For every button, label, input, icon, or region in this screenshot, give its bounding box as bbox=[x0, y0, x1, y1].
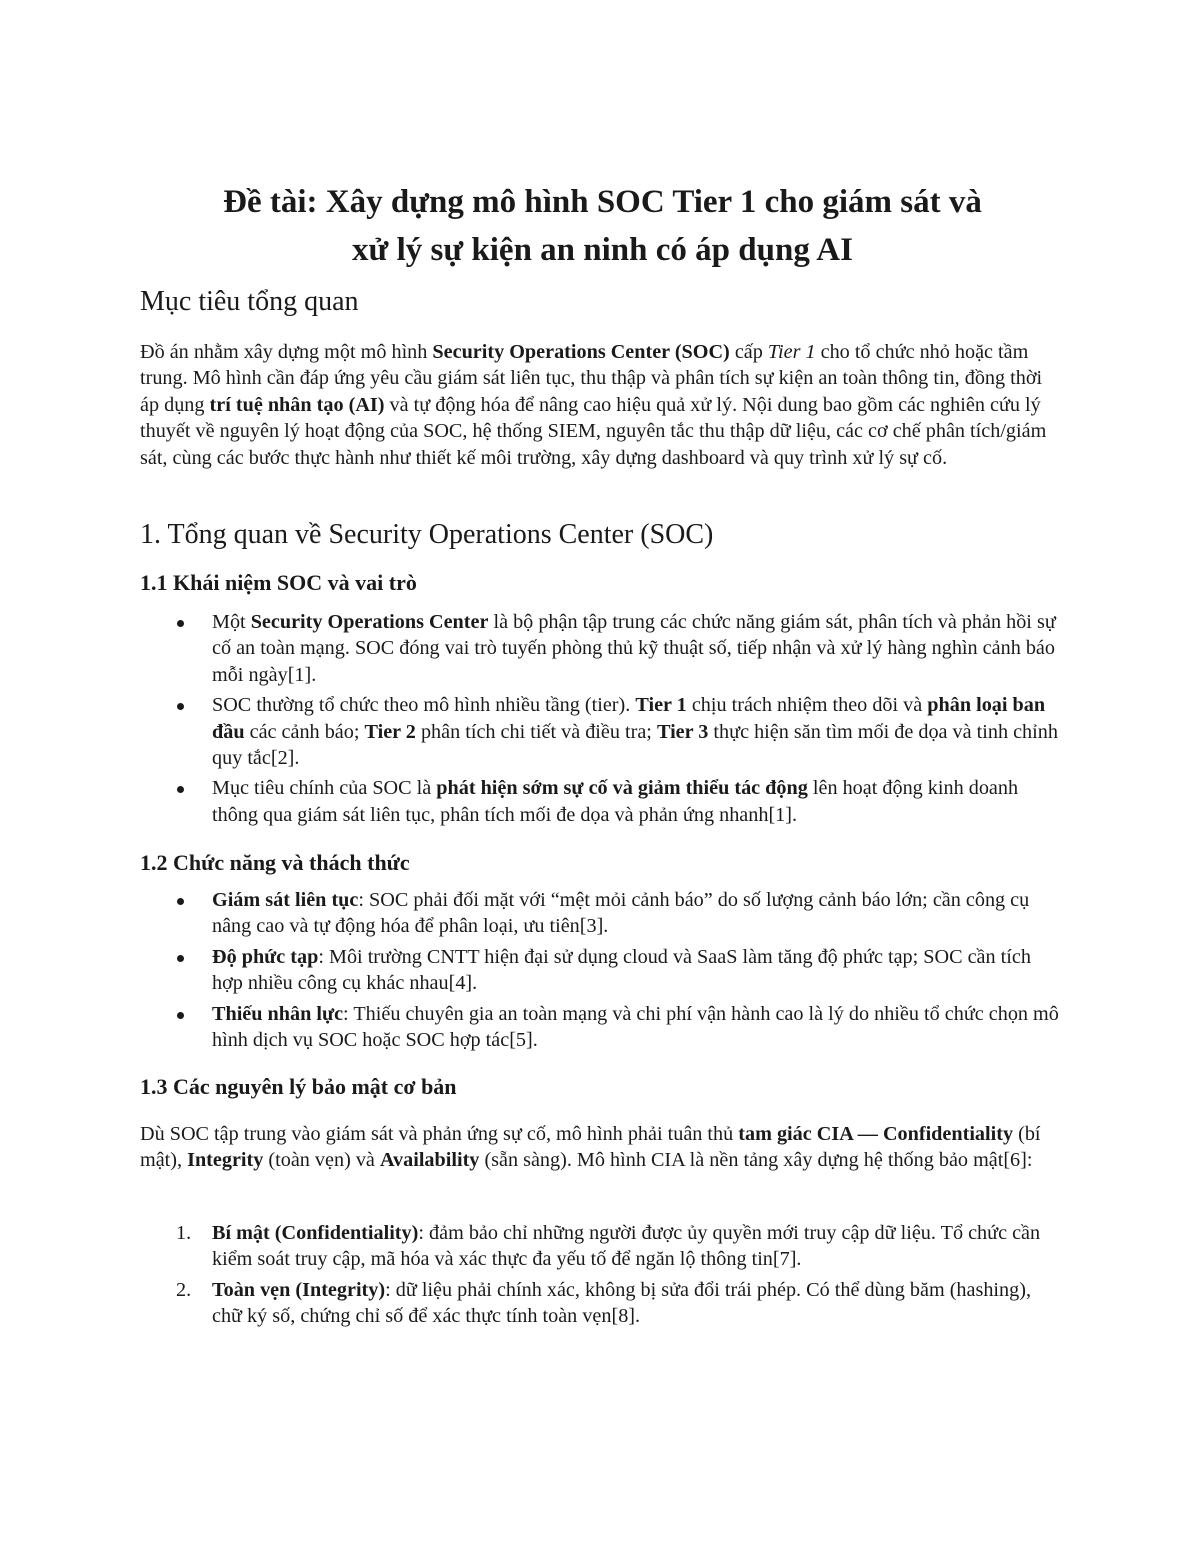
bullet-icon bbox=[177, 620, 184, 627]
item-text: SOC thường tổ chức theo mô hình nhiều tầng (tier). bbox=[212, 694, 636, 717]
list-item bbox=[140, 1001, 1065, 1054]
item-bold: Tier 1 bbox=[635, 694, 687, 717]
section-1-2-heading: 1.2 Chức năng và thách thức bbox=[140, 850, 410, 875]
section-1-2-list bbox=[140, 887, 1065, 1057]
list-item bbox=[140, 944, 1065, 997]
section-1-heading: 1. Tổng quan về Security Operations Center (SOC) bbox=[140, 519, 714, 550]
item-bold: Bí mật (Confidentiality) bbox=[212, 1222, 419, 1244]
overview-text-1: Đồ án nhằm xây dựng một mô hình bbox=[140, 341, 433, 363]
section-1-3-numbered-list bbox=[140, 1220, 1065, 1334]
list-item bbox=[140, 609, 1065, 688]
list-item bbox=[140, 775, 1065, 828]
item-text: là bộ phận tập trung các chức năng giám sát, phân tích và phản hồi sự cố an toàn mạng. SOC đóng vai trò tuyến phòng thủ kỹ thuật số, tiếp nhận và xử lý hàng nghìn cảnh báo mỗi ngày[1]. bbox=[212, 611, 1056, 686]
bullet-icon bbox=[177, 703, 184, 710]
overview-text-2: cấp bbox=[729, 341, 768, 363]
overview-text-4: và tự động hóa để nâng cao hiệu quả xử lý. Nội dung bao gồm các nghiên cứu lý thuyết về nguyên lý hoạt động của SOC, hệ thống SIEM, nguyên tắc thu thập dữ liệu, các cơ chế phân tích/giám sát, cùng các bước thực hành như thiết kế môi trường, xây dựng dashboard và quy trình xử lý sự cố. bbox=[140, 393, 1047, 469]
item-text: : SOC phải đối mặt với “mệt mỏi cảnh báo” do số lượng cảnh báo lớn; cần công cụ nâng cao và tự động hóa để phân loại, ưu tiên[3]. bbox=[212, 889, 1030, 938]
item-bold: Toàn vẹn (Integrity) bbox=[212, 1278, 386, 1301]
cia-bold-availability: Availability bbox=[379, 1149, 480, 1172]
item-text: lên hoạt động kinh doanh thông qua giám sát liên tục, phân tích mối đe dọa và phản ứng nhanh[1]. bbox=[212, 777, 1019, 826]
section-1-3-heading: 1.3 Các nguyên lý bảo mật cơ bản bbox=[140, 1074, 457, 1099]
overview-paragraph bbox=[140, 339, 1065, 471]
item-text: chịu trách nhiệm theo dõi và bbox=[686, 694, 928, 717]
item-text: : Môi trường CNTT hiện đại sử dụng cloud và SaaS làm tăng độ phức tạp; SOC cần tích hợp nhiều công cụ khác nhau[4]. bbox=[212, 945, 1031, 995]
bullet-icon bbox=[177, 1012, 184, 1019]
item-text: Một bbox=[212, 611, 251, 633]
item-bold: Thiếu nhân lực bbox=[212, 1002, 344, 1025]
list-item bbox=[140, 887, 1065, 940]
bullet-icon bbox=[177, 786, 184, 793]
cia-text-4: (sẵn sàng). Mô hình CIA là nền tảng xây dựng hệ thống bảo mật[6]: bbox=[479, 1149, 1033, 1172]
overview-heading: Mục tiêu tổng quan bbox=[140, 286, 359, 317]
title-line-2: xử lý sự kiện an ninh có áp dụng AI bbox=[352, 232, 853, 268]
overview-text-3: cho tổ chức nhỏ hoặc tầm trung. Mô hình cần đáp ứng yêu cầu giám sát liên tục, thu thập và phân tích sự kiện an toàn thông tin, đồng thời áp dụng bbox=[140, 341, 1043, 416]
bullet-icon bbox=[177, 955, 184, 962]
item-text: thực hiện săn tìm mối đe dọa và tinh chỉnh quy tắc[2]. bbox=[212, 720, 1058, 770]
item-bold: Độ phức tạp bbox=[212, 945, 319, 968]
cia-text-3: (toàn vẹn) và bbox=[263, 1149, 380, 1172]
section-1-1-list bbox=[140, 609, 1065, 832]
title-line-1: Đề tài: Xây dựng mô hình SOC Tier 1 cho giám sát và bbox=[223, 184, 982, 220]
section-1-1-heading: 1.1 Khái niệm SOC và vai trò bbox=[140, 570, 417, 595]
item-bold: Giám sát liên tục bbox=[212, 889, 359, 911]
item-bold: Tier 3 bbox=[656, 720, 709, 743]
item-text: Mục tiêu chính của SOC là bbox=[212, 777, 437, 800]
item-text: : Thiếu chuyên gia an toàn mạng và chi phí vận hành cao là lý do nhiều tổ chức chọn mô hình dịch vụ SOC hoặc SOC hợp tác[5]. bbox=[212, 1002, 1059, 1052]
list-item bbox=[140, 1277, 1065, 1330]
overview-bold-ai: trí tuệ nhân tạo (AI) bbox=[209, 393, 385, 416]
item-text: các cảnh báo; bbox=[244, 720, 365, 743]
item-bold: Tier 2 bbox=[364, 720, 416, 743]
document-title bbox=[140, 178, 1065, 274]
item-text: phân tích chi tiết và điều tra; bbox=[415, 720, 657, 743]
cia-bold-integrity: Integrity bbox=[187, 1149, 264, 1172]
cia-text-2: (bí mật), bbox=[140, 1123, 1041, 1172]
item-number: 1. bbox=[176, 1222, 192, 1244]
cia-bold-confidentiality: tam giác CIA — Confidentiality bbox=[738, 1123, 1014, 1145]
item-bold: Security Operations Center bbox=[250, 611, 489, 633]
list-item bbox=[140, 692, 1065, 771]
cia-text-1: Dù SOC tập trung vào giám sát và phản ứng sự cố, mô hình phải tuân thủ bbox=[140, 1123, 739, 1145]
item-number: 2. bbox=[176, 1278, 192, 1301]
item-bold: phát hiện sớm sự cố và giảm thiểu tác động bbox=[436, 777, 808, 800]
section-1-3-paragraph bbox=[140, 1121, 1065, 1174]
bullet-icon bbox=[177, 898, 184, 905]
item-text: : đảm bảo chỉ những người được ủy quyền mới truy cập dữ liệu. Tổ chức cần kiểm soát truy cập, mã hóa và xác thực đa yếu tố để ngăn lộ thông tin[7]. bbox=[212, 1222, 1041, 1271]
overview-italic-tier1: Tier 1 bbox=[767, 341, 816, 363]
list-item bbox=[140, 1220, 1065, 1273]
item-text: : dữ liệu phải chính xác, không bị sửa đổi trái phép. Có thể dùng băm (hashing), chữ ký số, chứng chỉ số để xác thực tính toàn vẹn[8]. bbox=[212, 1278, 1031, 1328]
overview-bold-soc: Security Operations Center (SOC) bbox=[432, 341, 730, 363]
item-bold: phân loại ban đầu bbox=[212, 694, 1046, 743]
